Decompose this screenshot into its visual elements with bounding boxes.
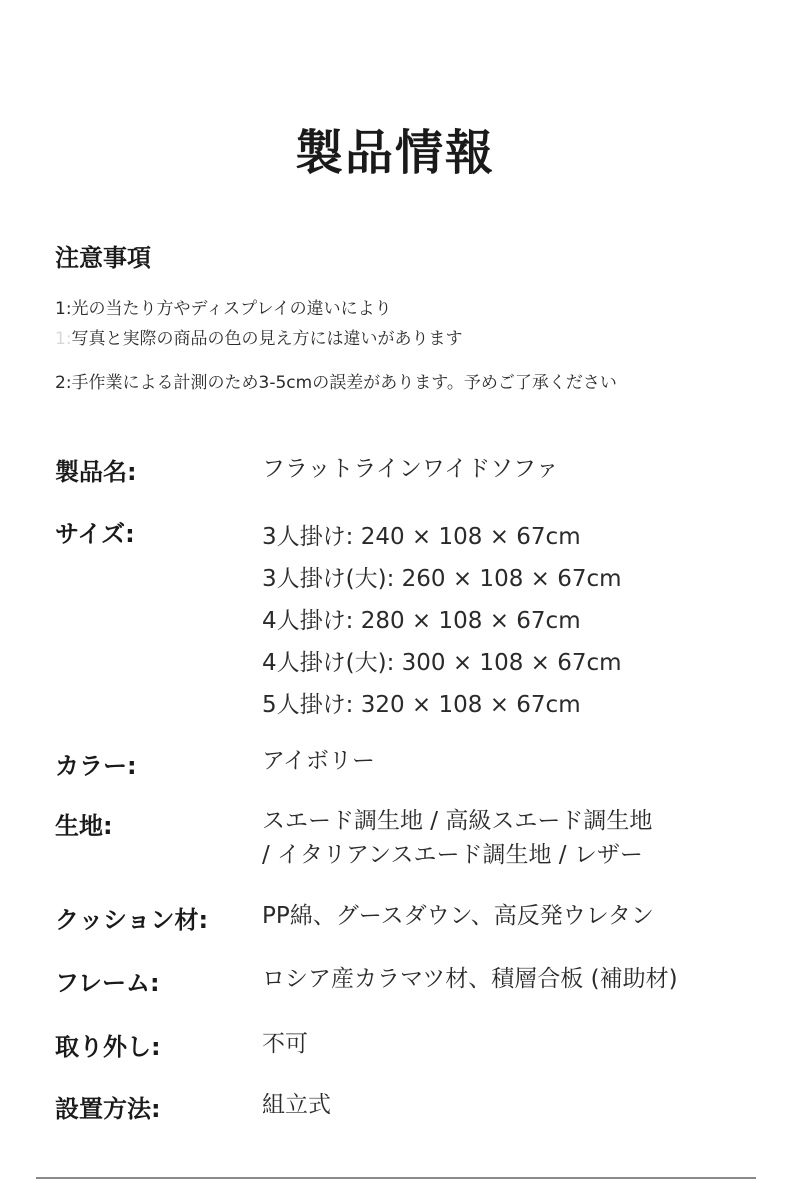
size-label: サイズ: xyxy=(55,520,135,548)
note-1-line-1: 1:光の当たり方やディスプレイの違いにより xyxy=(55,299,392,319)
installation-label: 設置方法: xyxy=(55,1095,161,1123)
size-option: 3人掛け: 240 × 108 × 67cm xyxy=(262,524,581,550)
removable-label: 取り外し: xyxy=(55,1033,161,1061)
size-option: 5人掛け: 320 × 108 × 67cm xyxy=(262,692,581,718)
bottom-divider xyxy=(36,1177,756,1179)
color-label: カラー: xyxy=(55,752,137,780)
frame-value: ロシア産カラマツ材、積層合板 (補助材) xyxy=(262,966,678,992)
product-name-value: フラットラインワイドソファ xyxy=(262,456,559,482)
size-option: 4人掛け: 280 × 108 × 67cm xyxy=(262,608,581,634)
size-option: 4人掛け(大): 300 × 108 × 67cm xyxy=(262,650,622,676)
page-title: 製品情報 xyxy=(294,125,495,181)
installation-value: 組立式 xyxy=(262,1092,331,1118)
removable-value: 不可 xyxy=(262,1031,308,1057)
frame-label: フレーム: xyxy=(55,969,160,997)
note-1-line-2 xyxy=(55,324,463,349)
fabric-value-line-2: / イタリアンスエード調生地 / レザー xyxy=(262,842,643,868)
color-value: アイボリー xyxy=(262,748,375,774)
note-1-ghost-prefix: 1: xyxy=(55,329,72,349)
cushion-label: クッション材: xyxy=(55,906,209,934)
product-name-label: 製品名: xyxy=(55,458,137,486)
fabric-label: 生地: xyxy=(55,812,113,840)
cushion-value: PP綿、グースダウン、高反発ウレタン xyxy=(262,903,654,929)
size-option: 3人掛け(大): 260 × 108 × 67cm xyxy=(262,566,622,592)
note-1-line-2-text: 写真と実際の商品の色の見え方には違いがあります xyxy=(71,329,463,349)
fabric-value-line-1: スエード調生地 / 高級スエード調生地 xyxy=(262,808,653,834)
notes-heading: 注意事項 xyxy=(55,244,151,272)
note-2: 2:手作業による計測のため3-5cmの誤差があります。予めご了承ください xyxy=(55,373,617,393)
